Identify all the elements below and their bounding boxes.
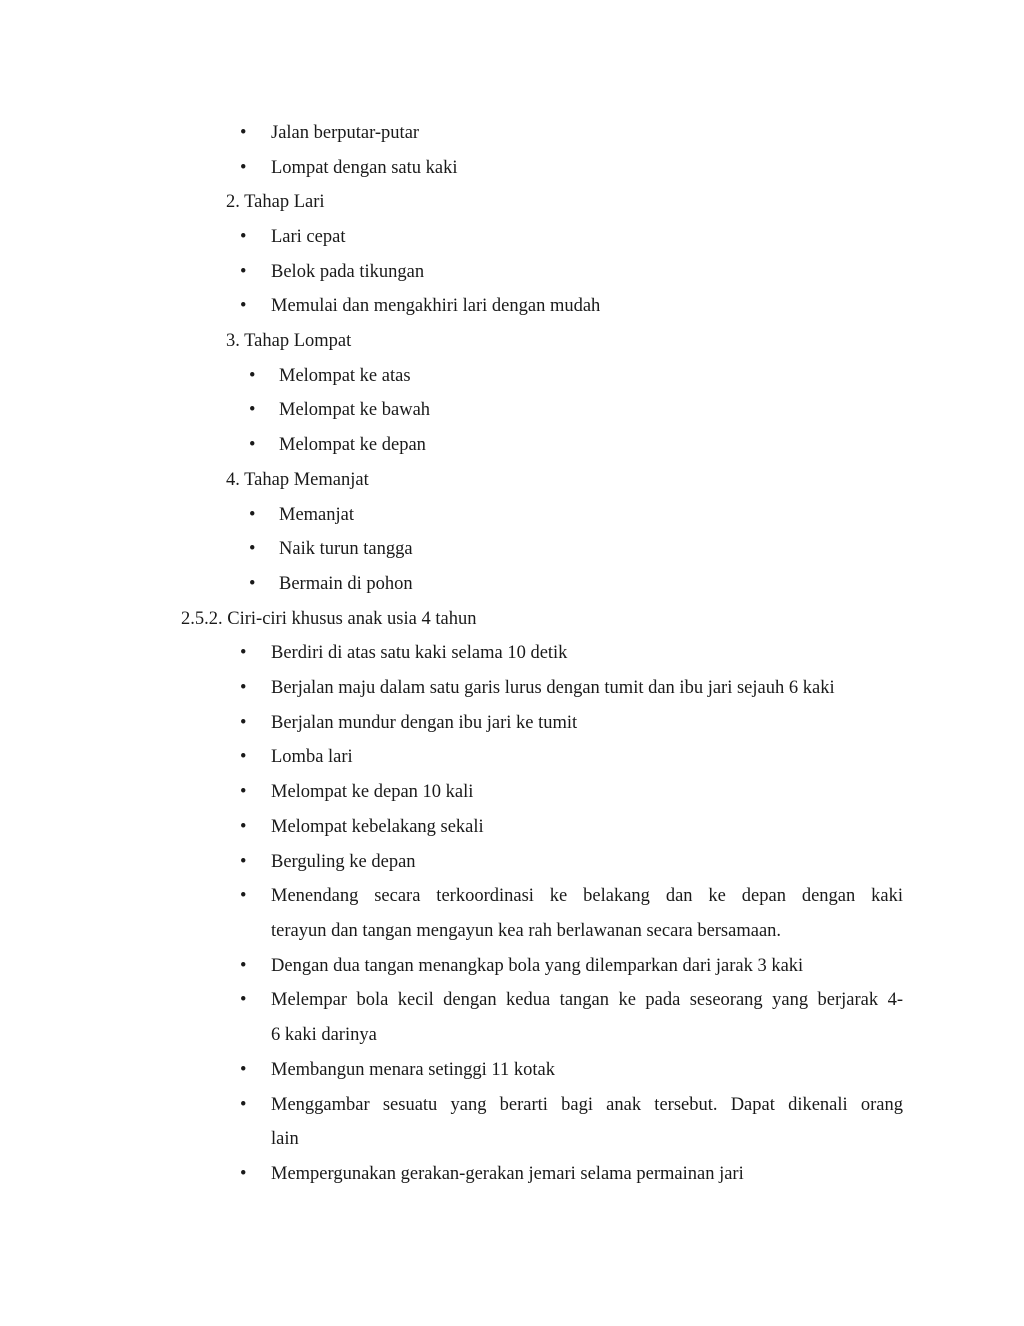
list-item-text: Melompat kebelakang sekali	[271, 817, 484, 837]
list-item-text: Berguling ke depan	[271, 852, 416, 872]
list-item-text: Membangun menara setinggi 11 kotak	[271, 1060, 555, 1080]
bullet-icon: •	[240, 678, 247, 698]
list-item-text: Berjalan mundur dengan ibu jari ke tumit	[271, 713, 578, 733]
bullet-icon: •	[249, 539, 256, 559]
bullet-icon: •	[249, 435, 256, 455]
section-heading-tahap-memanjat: 4. Tahap Memanjat	[226, 470, 369, 490]
list-item-text: Mempergunakan gerakan-gerakan jemari selama permainan jari	[271, 1164, 744, 1184]
bullet-icon: •	[240, 886, 247, 906]
list-item-continuation: lain	[271, 1129, 299, 1149]
list-item-text: Memulai dan mengakhiri lari dengan mudah	[271, 296, 601, 316]
list-item-text: Lari cepat	[271, 227, 346, 247]
bullet-icon: •	[240, 643, 247, 663]
list-item-continuation: terayun dan tangan mengayun kea rah berlawanan secara bersamaan.	[271, 921, 782, 941]
bullet-icon: •	[240, 1095, 247, 1115]
bullet-icon: •	[240, 123, 247, 143]
bullet-icon: •	[240, 158, 247, 178]
list-item-text: Memanjat	[279, 505, 355, 525]
list-item-continuation: 6 kaki darinya	[271, 1025, 377, 1045]
list-item-text: Melompat ke depan	[279, 435, 426, 455]
bullet-icon: •	[240, 262, 247, 282]
list-item-text: Menggambar sesuatu yang berarti bagi anak tersebut. Dapat dikenali orang	[271, 1095, 903, 1115]
bullet-icon: •	[240, 227, 247, 247]
list-item-text: Bermain di pohon	[279, 574, 413, 594]
bullet-icon: •	[240, 956, 247, 976]
list-item-text: Berdiri di atas satu kaki selama 10 detik	[271, 643, 568, 663]
list-item-text: Melompat ke depan 10 kali	[271, 782, 474, 802]
list-item-text: Dengan dua tangan menangkap bola yang dilemparkan dari jarak 3 kaki	[271, 956, 804, 976]
bullet-icon: •	[240, 817, 247, 837]
section-heading-ciri-khusus: 2.5.2. Ciri-ciri khusus anak usia 4 tahun	[181, 609, 477, 629]
bullet-icon: •	[240, 747, 247, 767]
list-item-text: Menendang secara terkoordinasi ke belakang dan ke depan dengan kaki	[271, 886, 903, 906]
bullet-icon: •	[249, 366, 256, 386]
bullet-icon: •	[240, 852, 247, 872]
list-item-text: Berjalan maju dalam satu garis lurus dengan tumit dan ibu jari sejauh 6 kaki	[271, 678, 835, 698]
list-item-text: Naik turun tangga	[279, 539, 413, 559]
list-item-text: Lomba lari	[271, 747, 353, 767]
section-heading-tahap-lari: 2. Tahap Lari	[226, 192, 325, 212]
bullet-icon: •	[240, 296, 247, 316]
list-item-text: Lompat dengan satu kaki	[271, 158, 458, 178]
section-heading-tahap-lompat: 3. Tahap Lompat	[226, 331, 352, 351]
bullet-icon: •	[240, 990, 247, 1010]
list-item-text: Melompat ke atas	[279, 366, 411, 386]
list-item-text: Melempar bola kecil dengan kedua tangan ke pada seseorang yang berjarak 4-	[271, 990, 903, 1010]
bullet-icon: •	[240, 782, 247, 802]
bullet-icon: •	[240, 713, 247, 733]
bullet-icon: •	[240, 1164, 247, 1184]
bullet-icon: •	[249, 400, 256, 420]
list-item-text: Melompat ke bawah	[279, 400, 431, 420]
list-item-text: Jalan berputar-putar	[271, 123, 420, 143]
bullet-icon: •	[249, 574, 256, 594]
bullet-icon: •	[240, 1060, 247, 1080]
bullet-icon: •	[249, 505, 256, 525]
list-item-text: Belok pada tikungan	[271, 262, 425, 282]
